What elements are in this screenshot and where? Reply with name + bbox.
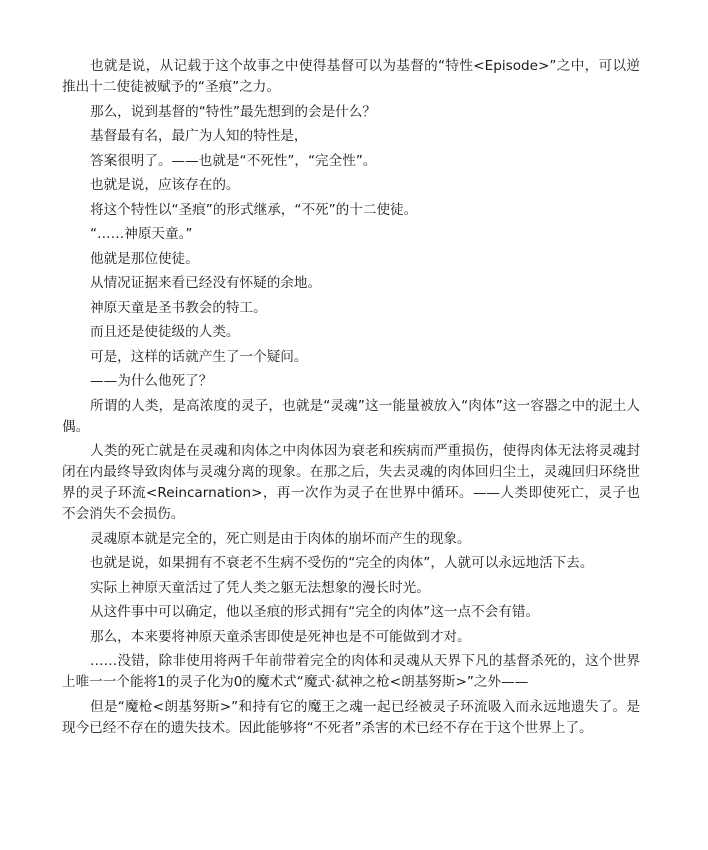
paragraph: 实际上神原天童活过了凭人类之躯无法想象的漫长时光。 bbox=[90, 579, 430, 596]
paragraph: 可是，这样的话就产生了一个疑问。 bbox=[90, 348, 308, 365]
paragraph: 也就是说，如果拥有不衰老不生病不受伤的“完全的肉体”，人就可以永远地活下去。 bbox=[90, 555, 594, 571]
paragraph: 人类的死亡就是在灵魂和肉体之中肉体因为衰老和疾病而严重损伤，使得肉体无法将灵魂封闭在内最终导致肉体与灵魂分离的现象。在那之后，失去灵魂的肉体回归尘土，灵魂回归环绕世界的灵子环流<Reincarnation>，再一次作为灵子在世界中循环。——人类即使死亡，灵子也不会消失不会损伤。 bbox=[62, 443, 640, 522]
paragraph: 但是“魔枪<朗基努斯>”和持有它的魔王之魂一起已经被灵子环流吸入而永远地遗失了。是现今已经不存在的遗失技术。因此能够将“不死者”杀害的术已经不存在于这个世界上了。 bbox=[62, 698, 640, 736]
paragraph: 那么，本来要将神原天童杀害即使是死神也是不可能做到才对。 bbox=[90, 628, 471, 645]
paragraph: 那么，说到基督的“特性”最先想到的会是什么？ bbox=[90, 103, 376, 120]
paragraph: 所谓的人类，是高浓度的灵子，也就是“灵魂”这一能量被放入“肉体”这一容器之中的泥土人偶。 bbox=[62, 397, 640, 435]
paragraph: 答案很明了。——也就是“不死性”，“完全性”。 bbox=[90, 152, 377, 169]
paragraph: 也就是说，从记载于这个故事之中使得基督可以为基督的“特性<Episode>”之中，可以逆推出十二使徒被赋予的“圣痕”之力。 bbox=[62, 58, 640, 95]
paragraph: 从这件事中可以确定，他以圣痕的形式拥有“完全的肉体”这一点不会有错。 bbox=[90, 604, 540, 620]
paragraph: ——为什么他死了？ bbox=[90, 373, 213, 389]
paragraph: 灵魂原本就是完全的，死亡则是由于肉体的崩坏而产生的现象。 bbox=[90, 530, 471, 547]
paragraph: 从情况证据来看已经没有怀疑的余地。 bbox=[90, 275, 322, 291]
paragraph: 他就是那位使徒。 bbox=[90, 250, 199, 267]
paragraph: 而且还是使徒级的人类。 bbox=[90, 324, 240, 340]
paragraph: 基督最有名，最广为人知的特性是， bbox=[90, 128, 308, 144]
document-body bbox=[62, 56, 640, 742]
paragraph: 将这个特性以“圣痕”的形式继承，“不死”的十二使徒。 bbox=[90, 201, 418, 218]
paragraph: “……神原天童。” bbox=[90, 226, 193, 242]
paragraph: ……没错，除非使用将两千年前带着完全的肉体和灵魂从天界下凡的基督杀死的，这个世界上唯一一个能将1的灵子化为0的魔术式“魔式·弑神之枪<朗基努斯>”之外—— bbox=[62, 653, 640, 690]
paragraph: 也就是说，应该存在的。 bbox=[90, 177, 240, 193]
paragraph: 神原天童是圣书教会的特工。 bbox=[90, 299, 267, 316]
